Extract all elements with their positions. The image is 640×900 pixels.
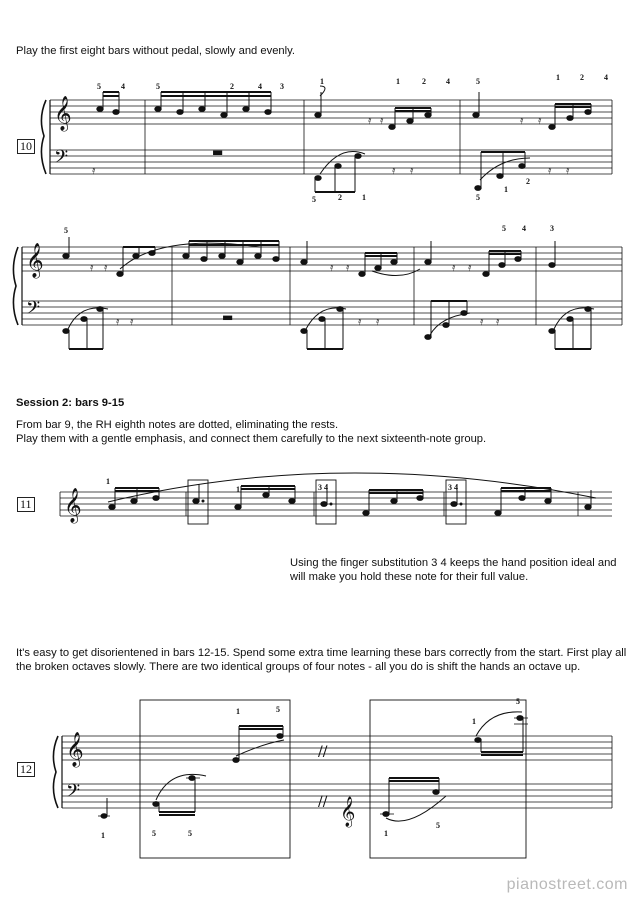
treble-clef-icon: 𝄞 xyxy=(64,488,82,523)
svg-text:1: 1 xyxy=(472,717,476,726)
svg-text:1: 1 xyxy=(236,485,240,494)
svg-text:3: 3 xyxy=(550,224,554,233)
score-example-12 xyxy=(0,696,640,866)
example-number-10: 10 xyxy=(17,139,35,154)
svg-text:2: 2 xyxy=(230,82,234,91)
svg-text:𝄿: 𝄿 xyxy=(452,261,456,274)
svg-text:5: 5 xyxy=(64,226,68,235)
svg-text:3: 3 xyxy=(280,82,284,91)
intro-text: Play the first eight bars without pedal, slowly and evenly. xyxy=(16,45,296,57)
treble-clef-icon: 𝄞 xyxy=(340,797,356,827)
svg-text:𝄿: 𝄿 xyxy=(104,261,108,274)
svg-text:𝄿: 𝄿 xyxy=(376,315,380,328)
svg-text://: // xyxy=(318,744,328,760)
score-example-11 xyxy=(0,460,640,540)
svg-text:𝄿: 𝄿 xyxy=(330,261,334,274)
svg-text:4: 4 xyxy=(604,73,608,82)
svg-text:5: 5 xyxy=(312,195,316,204)
svg-text:5: 5 xyxy=(152,829,156,838)
fingering: 5 xyxy=(97,82,101,91)
svg-text:4: 4 xyxy=(121,82,125,91)
svg-text:1: 1 xyxy=(384,829,388,838)
svg-text:1: 1 xyxy=(236,707,240,716)
svg-text:5: 5 xyxy=(436,821,440,830)
svg-text:𝄿: 𝄿 xyxy=(548,164,552,177)
treble-clef-icon: 𝄞 xyxy=(66,732,84,767)
session-heading: Session 2: bars 9-15 xyxy=(16,397,125,409)
svg-text:𝄿: 𝄿 xyxy=(520,114,524,127)
svg-text:2: 2 xyxy=(422,77,426,86)
session-text-2: Play them with a gentle emphasis, and connect them carefully to the next sixteenth-note group. xyxy=(16,433,487,445)
svg-text:3 4: 3 4 xyxy=(318,483,328,492)
disoriented-text-2: the broken octaves slowly. There are two identical groups of four notes - all you do is shift the hands an octave up. xyxy=(16,661,581,673)
svg-text:5: 5 xyxy=(276,705,280,714)
svg-text:𝄿: 𝄿 xyxy=(410,164,414,177)
svg-text:2: 2 xyxy=(526,177,530,186)
svg-text:𝄿: 𝄿 xyxy=(90,261,94,274)
svg-text:𝄿: 𝄿 xyxy=(468,261,472,274)
score-system-1 xyxy=(0,73,640,204)
svg-text:2: 2 xyxy=(338,193,342,202)
bass-clef-icon: 𝄢 xyxy=(26,298,41,323)
svg-text:1: 1 xyxy=(396,77,400,86)
svg-text:4: 4 xyxy=(258,82,262,91)
svg-text:𝄿: 𝄿 xyxy=(116,315,120,328)
svg-text:3 4: 3 4 xyxy=(448,483,458,492)
substitution-note-2: will make you hold these note for their full value. xyxy=(290,571,529,583)
svg-text:1: 1 xyxy=(320,77,324,86)
svg-text:𝄿: 𝄿 xyxy=(392,164,396,177)
watermark-logo: pianostreet.com xyxy=(506,876,628,893)
svg-text://: // xyxy=(318,794,328,810)
svg-text:𝄿: 𝄿 xyxy=(380,114,384,127)
svg-text:▬: ▬ xyxy=(212,145,224,159)
svg-text:𝄿: 𝄿 xyxy=(496,315,500,328)
svg-text:𝄿: 𝄿 xyxy=(566,164,570,177)
svg-text:5: 5 xyxy=(476,77,480,86)
bass-clef-icon: 𝄢 xyxy=(66,781,81,806)
disoriented-text-1: It's easy to get disorientened in bars 12-15. Spend some extra time learning these bars correctly from the start. First play all xyxy=(16,647,627,659)
bass-clef-icon: 𝄢 xyxy=(54,147,69,172)
svg-text:𝄿: 𝄿 xyxy=(538,114,542,127)
svg-text:4: 4 xyxy=(446,77,450,86)
svg-text:4: 4 xyxy=(522,224,526,233)
svg-text:𝄿: 𝄿 xyxy=(358,315,362,328)
treble-clef-icon: 𝄞 xyxy=(26,243,44,278)
svg-text:5: 5 xyxy=(516,697,520,706)
svg-text:𝄿: 𝄿 xyxy=(346,261,350,274)
svg-text:▬: ▬ xyxy=(222,310,234,324)
svg-text:5: 5 xyxy=(156,82,160,91)
svg-text:1: 1 xyxy=(504,185,508,194)
svg-text:1: 1 xyxy=(106,477,110,486)
svg-text:1: 1 xyxy=(362,193,366,202)
svg-text:𝄿: 𝄿 xyxy=(92,164,96,177)
svg-text:2: 2 xyxy=(580,73,584,82)
example-number-12: 12 xyxy=(17,762,35,777)
svg-text:1: 1 xyxy=(101,831,105,840)
treble-clef-icon: 𝄞 xyxy=(54,96,72,131)
svg-text:𝄿: 𝄿 xyxy=(130,315,134,328)
svg-text:𝄿: 𝄿 xyxy=(480,315,484,328)
substitution-note-1: Using the finger substitution 3 4 keeps the hand position ideal and xyxy=(290,557,617,569)
svg-text:𝄿: 𝄿 xyxy=(368,114,372,127)
svg-text:5: 5 xyxy=(476,193,480,202)
svg-text:5: 5 xyxy=(502,224,506,233)
example-number-11: 11 xyxy=(17,497,35,512)
score-system-2 xyxy=(0,225,640,365)
svg-text:5: 5 xyxy=(188,829,192,838)
session-text-1: From bar 9, the RH eighth notes are dotted, eliminating the rests. xyxy=(16,419,339,431)
svg-text:1: 1 xyxy=(556,73,560,82)
